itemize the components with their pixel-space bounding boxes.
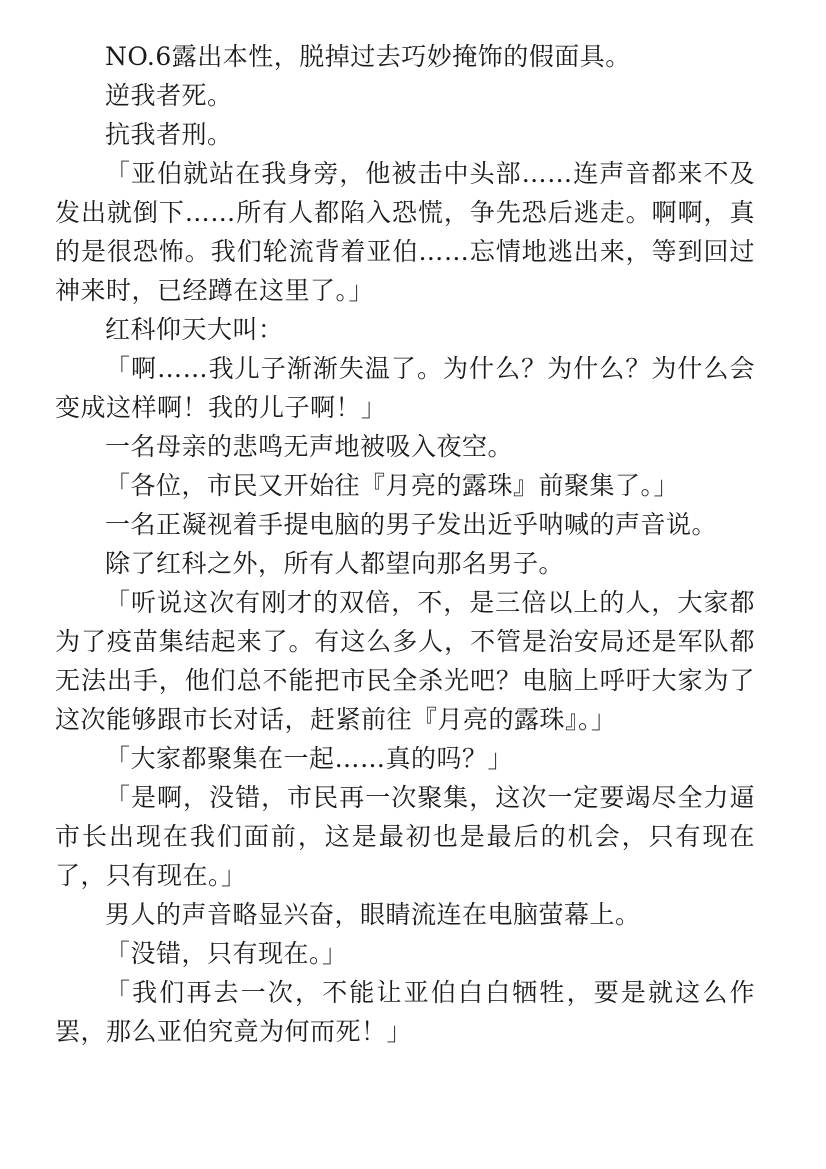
paragraph: 「我们再去一次，不能让亚伯白白牺牲，要是就这么作罢，那么亚伯究竟为何而死！」 <box>55 978 755 1046</box>
paragraph: 一名正凝视着手提电脑的男子发出近乎呐喊的声音说。 <box>105 510 718 539</box>
paragraph: 「啊……我儿子渐渐失温了。为什么？为什么？为什么会变成这样啊！我的儿子啊！」 <box>55 354 755 422</box>
paragraph: 「大家都聚集在一起……真的吗？」 <box>105 744 514 773</box>
paragraph: 「没错，只有现在。」 <box>105 939 348 968</box>
paragraph: 除了红科之外，所有人都望向那名男子。 <box>105 549 565 578</box>
document-page <box>55 37 755 1051</box>
paragraph: 抗我者刑。 <box>105 120 233 149</box>
paragraph: 「各位，市民又开始往『月亮的露珠』前聚集了。」 <box>105 471 680 500</box>
paragraph: 「是啊，没错，市民再一次聚集，这次一定要竭尽全力逼市长出现在我们面前，这是最初也是最后的机会，只有现在了，只有现在。」 <box>55 783 755 890</box>
paragraph: 「亚伯就站在我身旁，他被击中头部……连声音都来不及发出就倒下……所有人都陷入恐慌，争先恐后逃走。啊啊，真的是很恐怖。我们轮流背着亚伯……忘情地逃出来，等到回过神来时，已经蹲在这里了。」 <box>55 159 755 305</box>
paragraph: 红科仰天大叫： <box>105 315 284 344</box>
paragraph: 「听说这次有刚才的双倍，不，是三倍以上的人，大家都为了疫苗集结起来了。有这么多人，不管是治安局还是军队都无法出手，他们总不能把市民全杀光吧？电脑上呼吁大家为了这次能够跟市长对话，赶紧前往『月亮的露珠』。」 <box>55 588 755 734</box>
paragraph: NO.6露出本性，脱掉过去巧妙掩饰的假面具。 <box>105 42 631 71</box>
paragraph: 一名母亲的悲鸣无声地被吸入夜空。 <box>105 432 514 461</box>
paragraph: 男人的声音略显兴奋，眼睛流连在电脑萤幕上。 <box>105 900 641 929</box>
paragraph: 逆我者死。 <box>105 81 233 110</box>
